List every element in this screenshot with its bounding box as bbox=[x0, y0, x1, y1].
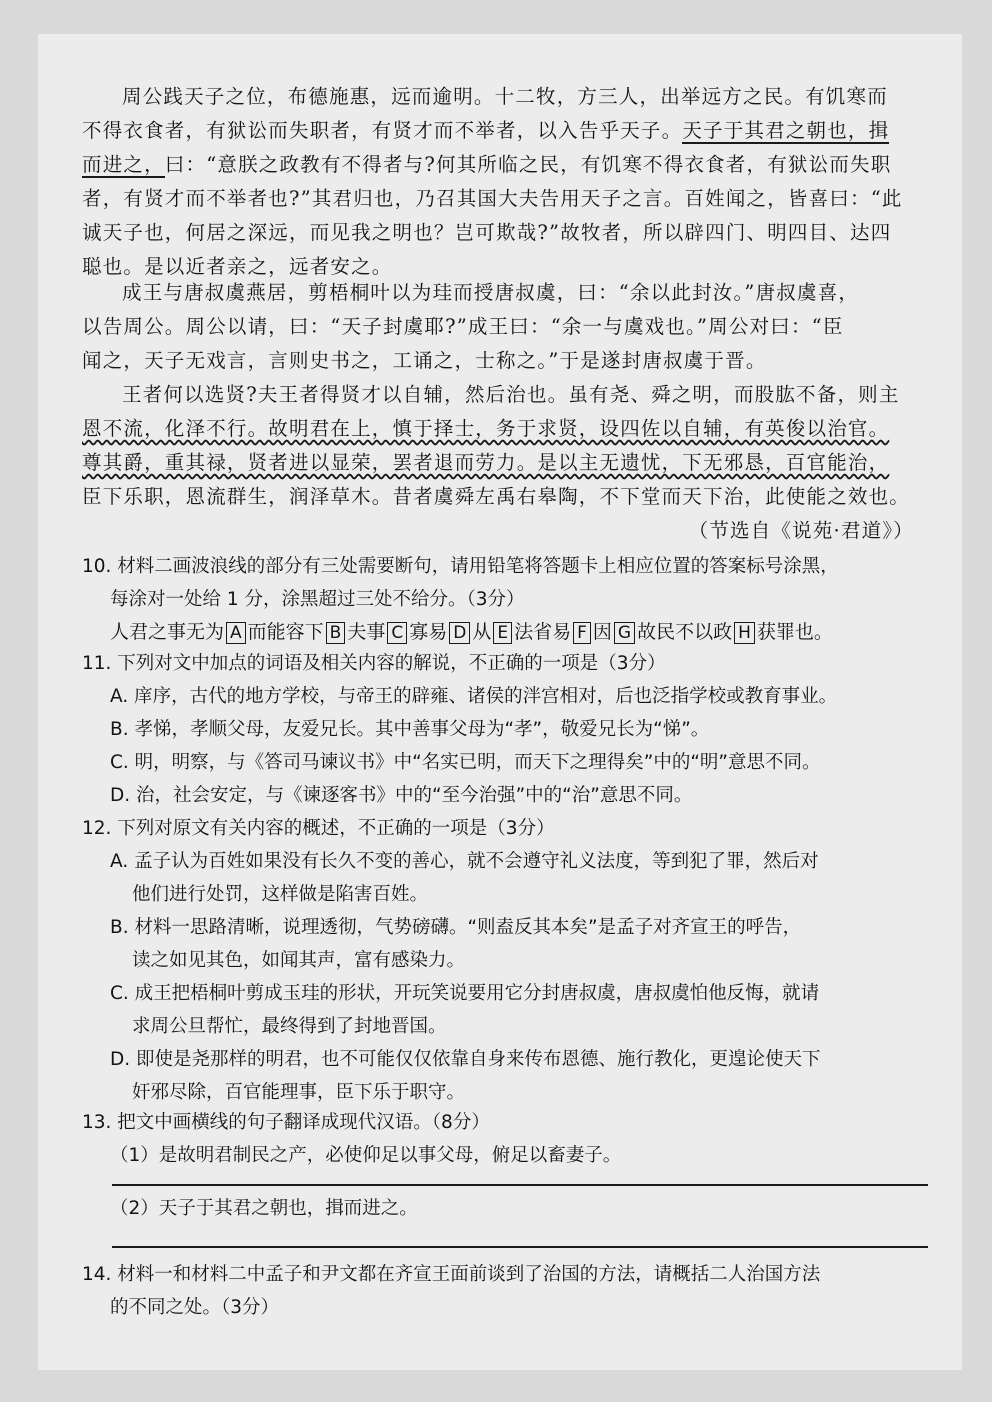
passage-line: 者，有贤才而不举者也?”其君归也，乃召其国大夫告用天子之言。百姓闻之，皆喜曰：“此 bbox=[82, 187, 903, 210]
wavy-underlined-text: 恩不流，化泽不行。故明君在上，慎于择士，务于求贤，设四佐以自辅，有英俊以治官。 bbox=[82, 417, 890, 440]
question-11-option-b[interactable]: B. 孝悌，孝顺父母，友爱兄长。其中善事父母为“孝”，敬爱兄长为“悌”。 bbox=[110, 719, 710, 740]
passage-line: 诚天子也，何居之深远，而见我之明也？岂可欺哉?”故牧者，所以辟四门、明四目、达四 bbox=[82, 221, 892, 244]
passage-paragraph-3 bbox=[82, 378, 924, 548]
question-14-stem-cont: 的不同之处。（3分） bbox=[110, 1297, 280, 1318]
break-option-f[interactable]: F bbox=[573, 622, 591, 644]
passage-paragraph-2 bbox=[82, 276, 924, 378]
question-10 bbox=[82, 550, 924, 649]
break-option-d[interactable]: D bbox=[449, 622, 470, 644]
question-11-option-c[interactable]: C. 明，明察，与《答司马谏议书》中“名实已明，而天下之理得矣”中的“明”意思不同。 bbox=[110, 752, 821, 773]
question-12-option-d[interactable]: D. 即使是尧那样的明君，也不可能仅仅依靠自身来传布恩德、施行教化，更遑论使天下 奸邪尽除，百官能理事，臣下乐于职守。 bbox=[110, 1049, 821, 1103]
question-13 bbox=[82, 1106, 924, 1172]
passage-line: 不得衣食者，有狱讼而失职者，有贤才而不举者，以入告乎天子。天子于其君之朝也，揖 bbox=[82, 119, 890, 142]
passage-paragraph-1 bbox=[82, 80, 924, 284]
passage-line bbox=[82, 446, 924, 480]
question-14-stem: 14. 材料一和材料二中孟子和尹文都在齐宣王面前谈到了治国的方法，请概括二人治国方法 bbox=[82, 1264, 821, 1285]
question-13-item-1: （1）是故明君制民之产，必使仰足以事父母，俯足以畜妻子。 bbox=[110, 1145, 622, 1166]
question-11 bbox=[82, 647, 924, 812]
question-12-option-b[interactable]: B. 材料一思路清晰，说理透彻，气势磅礴。“则盍反其本矣”是孟子对齐宣王的呼告， 读之如见其色，如闻其声，富有感染力。 bbox=[110, 917, 802, 971]
passage-line: 聪也。是以近者亲之，远者安之。 bbox=[82, 255, 393, 278]
passage-source: （节选自《说苑·君道》） bbox=[688, 519, 914, 542]
underlined-sentence: 天子于其君之朝也，揖 bbox=[682, 119, 890, 142]
passage-line: 闻之，天子无戏言，言则史书之，工诵之，士称之。”于是遂封唐叔虞于晋。 bbox=[82, 349, 767, 372]
question-11-option-a[interactable]: A. 庠序，古代的地方学校，与帝王的辟雍、诸侯的泮宫相对，后也泛指学校或教育事业。 bbox=[110, 686, 838, 707]
question-10-sentence: 人君之事无为 A 而能容下 B 夫事 C 寡易 D 从 E 法省易 F 因 G 故民不以政 H 获罪也。 bbox=[110, 621, 833, 643]
break-option-h[interactable]: H bbox=[734, 622, 755, 644]
question-12-stem: 12. 下列对原文有关内容的概述，不正确的一项是（3分） bbox=[82, 818, 555, 839]
question-12 bbox=[82, 812, 924, 1109]
break-option-b[interactable]: B bbox=[326, 622, 346, 644]
question-14 bbox=[82, 1258, 924, 1324]
question-12-option-a[interactable]: A. 孟子认为百姓如果没有长久不变的善心，就不会遵守礼义法度，等到犯了罪，然后对 他们进行处罚，这样做是陷害百姓。 bbox=[110, 851, 819, 905]
passage-line bbox=[82, 412, 924, 446]
break-option-c[interactable]: C bbox=[387, 622, 407, 644]
answer-line-2[interactable] bbox=[112, 1246, 928, 1248]
passage-line: 以告周公。周公以请，曰：“天子封虞耶?”成王曰：“余一与虞戏也。”周公对曰：“臣 bbox=[82, 315, 844, 338]
passage-line: 而进之，曰：“意朕之政教有不得者与?何其所临之民，有饥寒不得衣食者，有狱讼而失职 bbox=[82, 153, 892, 176]
passage-line: 王者何以选贤?夫王者得贤才以自辅，然后治也。虽有尧、舜之明，而股肱不备，则主 bbox=[122, 383, 900, 406]
passage-line: 周公践天子之位，布德施惠，远而逾明。十二牧，方三人，出举远方之民。有饥寒而 bbox=[122, 85, 888, 108]
question-11-option-d[interactable]: D. 治，社会安定，与《谏逐客书》中的“至今治强”中的“治”意思不同。 bbox=[110, 785, 693, 806]
question-13-item-2: （2）天子于其君之朝也，揖而进之。 bbox=[110, 1198, 418, 1219]
wavy-underlined-text: 尊其爵，重其禄，贤者进以显荣，罢者退而劳力。是以主无遗忧，下无邪恳，百官能治， bbox=[82, 451, 890, 474]
break-option-a[interactable]: A bbox=[226, 622, 246, 644]
answer-line-1[interactable] bbox=[112, 1184, 928, 1186]
question-10-stem-cont: 每涂对一处给 1 分，涂黑超过三处不给分。（3分） bbox=[110, 589, 525, 610]
question-13-part-2 bbox=[82, 1192, 924, 1225]
break-option-e[interactable]: E bbox=[493, 622, 512, 644]
question-11-stem: 11. 下列对文中加点的词语及相关内容的解说，不正确的一项是（3分） bbox=[82, 653, 666, 674]
question-10-stem: 10. 材料二画波浪线的部分有三处需要断句，请用铅笔将答题卡上相应位置的答案标号涂黑， bbox=[82, 556, 839, 577]
underlined-sentence: 而进之， bbox=[82, 153, 165, 176]
question-13-stem: 13. 把文中画横线的句子翻译成现代汉语。（8分） bbox=[82, 1112, 490, 1133]
question-12-option-c[interactable]: C. 成王把梧桐叶剪成玉珪的形状，开玩笑说要用它分封唐叔虞，唐叔虞怕他反悔，就请 求周公旦帮忙，最终得到了封地晋国。 bbox=[110, 983, 820, 1037]
passage-line: 成王与唐叔虞燕居，剪梧桐叶以为珪而授唐叔虞，曰：“余以此封汝。”唐叔虞喜， bbox=[122, 281, 860, 304]
break-option-g[interactable]: G bbox=[614, 622, 635, 644]
passage-line: 臣下乐职，恩流群生，润泽草木。昔者虞舜左禹右皋陶，不下堂而天下治，此使能之效也。 bbox=[82, 485, 911, 508]
